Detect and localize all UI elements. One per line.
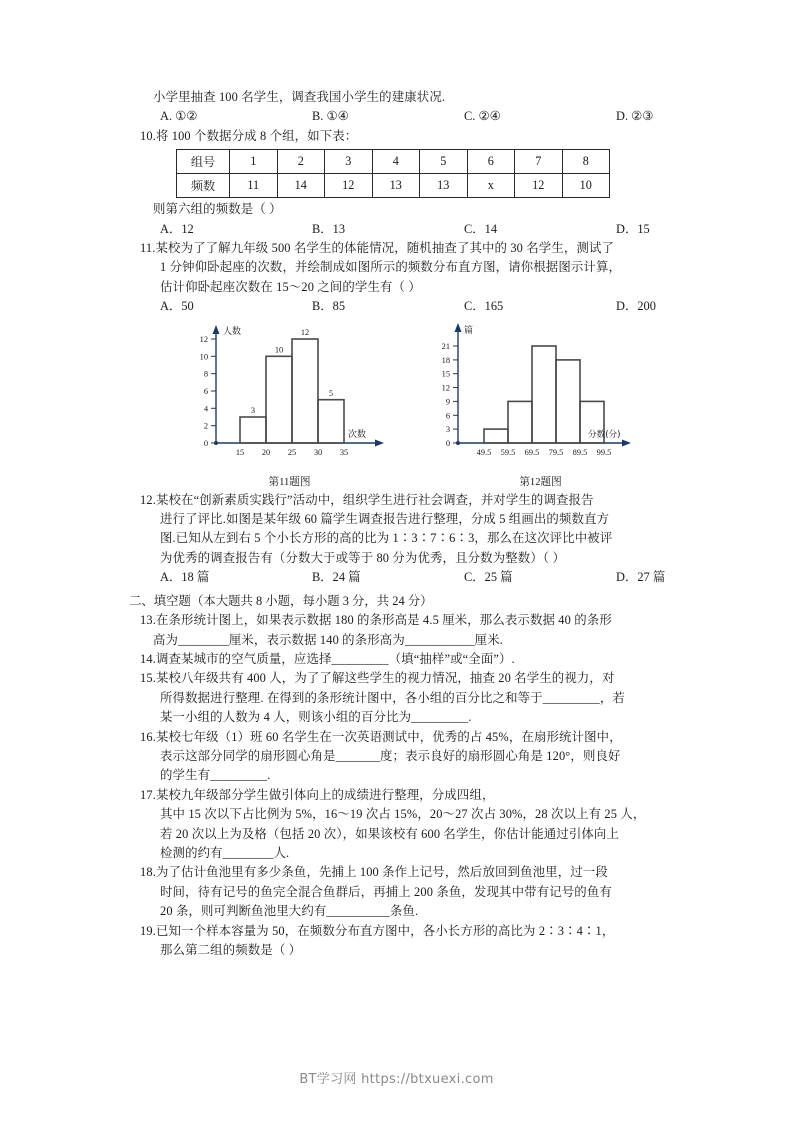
- q16-number: 16.: [140, 729, 156, 744]
- q9-option-a[interactable]: A. ①②: [160, 109, 198, 124]
- ytick-18: 18: [441, 355, 450, 365]
- cell-freq-7: 12: [515, 174, 563, 198]
- q11-option-a[interactable]: A．50: [160, 299, 194, 314]
- q12-stem-line-1: 某校在“创新素质实践行”活动中，组织学生进行社会调查，并对学生的调查报告: [155, 492, 594, 507]
- cell-group-8: 8: [562, 150, 610, 174]
- q19-stem: [140, 922, 660, 941]
- q11-stem-line-3: 估计仰卧起座次数在 15～20 之间的学生有（ ）: [160, 279, 421, 294]
- q18-line-1: 为了估计鱼池里有多少条鱼，先捕上 100 条作上记号，然后放回到鱼池里，过一段: [155, 865, 608, 880]
- q19-line-2: 那么第二组的频数是（ ）: [160, 943, 302, 957]
- row-header-group-no: 组号: [177, 150, 230, 174]
- q9-option-d[interactable]: D. ②③: [616, 109, 654, 124]
- q12-stem-line-3: 图.已知从左到右 5 个小长方形的高的比为 1∶3∶7∶6∶3，那么在这次评比中被评: [160, 531, 613, 546]
- histogram-q12: [428, 321, 653, 471]
- q18-line-3: 20 条，则可判断鱼池里大约有__________条鱼.: [160, 904, 419, 919]
- site-watermark: BT学习网 https://btxuexi.com: [299, 1072, 494, 1087]
- q12-stem: [140, 491, 660, 510]
- ytick-6: 6: [203, 386, 208, 396]
- q19-line-1: 已知一个样本容量为 50，在频数分布直方图中，各小长方形的高比为 2∶3∶4∶1，: [155, 923, 615, 938]
- xtick-15: 15: [235, 447, 245, 457]
- ytick-4: 4: [203, 403, 208, 413]
- xtick-59-5: 59.5: [500, 447, 516, 457]
- q15-line-3: 某一小组的人数为 4 人，则该小组的百分比为_________.: [160, 710, 472, 725]
- q9-tail-line: 小学里抽查 100 名学生，调查我国小学生的建康状况.: [153, 90, 446, 104]
- bar-label-1: 3: [250, 405, 256, 415]
- q15-line-2: 所得数据进行整理. 在得到的条形统计图中，各小组的百分比之和等于_________，若: [160, 690, 625, 705]
- q10-option-a[interactable]: A．12: [160, 221, 194, 236]
- q12-option-d[interactable]: D．27 篇: [616, 570, 666, 585]
- table-row-frequency: [177, 174, 610, 198]
- bar-label-3: 12: [300, 327, 310, 337]
- q15-stem: [140, 669, 660, 688]
- q19-number: 19.: [140, 923, 156, 938]
- q10-ask: 则第六组的频数是（ ）: [153, 202, 282, 217]
- xtick-25: 25: [287, 447, 297, 457]
- q17-line-1: 某校九年级部分学生做引体向上的成绩进行整理，分成四组，: [155, 787, 495, 802]
- bar-label-4: 5: [328, 388, 334, 398]
- q18-number: 18.: [140, 865, 156, 880]
- axis-label-y: 篇: [464, 325, 474, 336]
- histogram-q11: [182, 321, 397, 471]
- q11-number: 11.: [140, 241, 156, 256]
- xtick-69-5: 69.5: [524, 447, 540, 457]
- exam-content: [129, 88, 666, 960]
- ytick-15: 15: [441, 369, 450, 379]
- q14-line-1: 调查某城市的空气质量，应选择_________（填“抽样”或“全面”）.: [155, 651, 515, 666]
- q16-line-3: 的学生有_________.: [160, 768, 271, 783]
- q11-option-c[interactable]: C．165: [464, 299, 504, 314]
- q10-options: [140, 220, 660, 239]
- cell-freq-8: 10: [562, 174, 610, 198]
- axis-label-x: 分数(分): [588, 429, 621, 440]
- xtick-99-5: 99.5: [596, 447, 612, 457]
- q14-number: 14.: [140, 651, 156, 666]
- cell-group-7: 7: [515, 150, 563, 174]
- cell-freq-2: 14: [277, 174, 325, 198]
- table-row-group-no: [177, 150, 610, 174]
- q11-option-b[interactable]: B．85: [312, 299, 346, 314]
- q9-option-b[interactable]: B. ①④: [312, 109, 349, 124]
- q16-stem: [140, 728, 660, 747]
- q10-stem-text: 将 100 个数据分成 8 个组，如下表：: [155, 128, 358, 143]
- cell-freq-3: 12: [325, 174, 373, 198]
- cell-group-1: 1: [230, 150, 278, 174]
- ytick-0: 0: [203, 438, 208, 448]
- q12-stem-line-2: 进行了评比.如图是某年级 60 篇学生调查报告进行整理，分成 5 组画出的频数直方: [160, 512, 610, 527]
- cell-group-6: 6: [467, 150, 515, 174]
- xtick-89-5: 89.5: [572, 447, 588, 457]
- q12-options: [140, 568, 666, 587]
- q18-stem: [140, 863, 660, 882]
- figure-caption-q11: 第11题图: [268, 476, 311, 488]
- q17-stem: [140, 786, 660, 805]
- q13-number: 13.: [140, 613, 156, 628]
- q12-number: 12.: [140, 492, 156, 507]
- q12-stem-line-4: 为优秀的调查报告有（分数大于或等于 80 分为优秀，且分数为整数）（ ）: [160, 550, 565, 565]
- section-2-heading: 二、填空题（本大题共 8 小题，每小题 3 分，共 24 分）: [129, 593, 433, 608]
- frequency-table: [176, 149, 610, 198]
- q11-options: [140, 297, 660, 316]
- q10-option-d[interactable]: D．15: [616, 221, 650, 236]
- q14-stem: [140, 650, 660, 669]
- q11-stem-line-1: 某校为了了解九年级 500 名学生的体能情况，随机抽查了其中的 30 名学生，测试了: [155, 241, 615, 256]
- q13-line-2: 高为________厘米，表示数据 140 的条形高为___________厘米.: [153, 632, 503, 647]
- figure-q11: [182, 321, 397, 489]
- q12-option-a[interactable]: A．18 篇: [160, 570, 210, 585]
- q17-number: 17.: [140, 787, 156, 802]
- figures-row: [140, 321, 660, 491]
- row-header-frequency: 频数: [177, 174, 230, 198]
- q11-stem-line-2: 1 分钟仰卧起座的次数，并绘制成如图所示的频数分布直方图，请你根据图示计算，: [160, 260, 622, 275]
- ytick-3: 3: [445, 424, 450, 434]
- q9-option-c[interactable]: C. ②④: [464, 109, 501, 124]
- q11-stem: [140, 239, 660, 258]
- xtick-49-5: 49.5: [476, 447, 492, 457]
- q15-line-1: 某校八年级共有 400 人，为了了解这些学生的视力情况，抽查 20 名学生的视力，对: [155, 671, 615, 686]
- q10-option-c[interactable]: C．14: [464, 221, 498, 236]
- q10-option-b[interactable]: B．13: [312, 221, 346, 236]
- ytick-12: 12: [199, 334, 208, 344]
- cell-group-5: 5: [420, 150, 468, 174]
- q9-options: [140, 107, 660, 126]
- axis-label-y: 人数: [223, 326, 242, 337]
- q17-line-2: 其中 15 次以下占比例为 5%，16～19 次占 15%，20～27 次占 30%，28 次以上有 25 人，: [160, 807, 646, 822]
- q16-line-2: 表示这部分同学的扇形圆心角是_______度；表示良好的扇形圆心角是 120°，则良好: [160, 748, 621, 763]
- ytick-8: 8: [203, 369, 208, 379]
- q17-line-4: 检测的约有________人.: [160, 845, 290, 860]
- ytick-21: 21: [441, 341, 450, 351]
- cell-freq-6: x: [467, 174, 515, 198]
- cell-group-4: 4: [372, 150, 420, 174]
- q12-option-c[interactable]: C．25 篇: [464, 570, 513, 585]
- xtick-79-5: 79.5: [548, 447, 564, 457]
- cell-freq-1: 11: [230, 174, 278, 198]
- figure-q12: [428, 321, 653, 489]
- q12-option-b[interactable]: B．24 篇: [312, 570, 361, 585]
- q15-number: 15.: [140, 671, 156, 686]
- xtick-20: 20: [261, 447, 271, 457]
- q10-stem: [140, 127, 660, 146]
- xtick-30: 30: [313, 447, 323, 457]
- cell-group-2: 2: [277, 150, 325, 174]
- ytick-9: 9: [445, 397, 450, 407]
- q10-number: 10.: [140, 128, 156, 143]
- ytick-2: 2: [203, 421, 208, 431]
- ytick-6: 6: [445, 410, 450, 420]
- ytick-10: 10: [199, 351, 208, 361]
- cell-group-3: 3: [325, 150, 373, 174]
- cell-freq-4: 13: [372, 174, 420, 198]
- q16-line-1: 某校七年级（1）班 60 名学生在一次英语测试中，优秀的占 45%，在扇形统计图中，: [155, 729, 622, 744]
- cell-freq-5: 13: [420, 174, 468, 198]
- figure-caption-q12: 第12题图: [519, 476, 562, 488]
- q18-line-2: 时间，待有记号的鱼完全混合鱼群后，再捕上 200 条鱼，发现其中带有记号的鱼有: [160, 884, 612, 899]
- xtick-35: 35: [339, 447, 349, 457]
- bar-label-2: 10: [274, 345, 284, 355]
- q13-line-1: 在条形统计图上，如果表示数据 180 的条形高是 4.5 厘米，那么表示数据 40 的条形: [155, 613, 612, 628]
- q10-table-wrap: [140, 149, 660, 198]
- q17-line-3: 若 20 次以上为及格（包括 20 次），如果该校有 600 名学生，你估计能通过引体向上: [160, 826, 620, 841]
- axis-label-x: 次数: [348, 429, 367, 440]
- q13-stem: [140, 611, 660, 630]
- ytick-0: 0: [445, 438, 450, 448]
- ytick-12: 12: [441, 383, 450, 393]
- q11-option-d[interactable]: D．200: [616, 299, 656, 314]
